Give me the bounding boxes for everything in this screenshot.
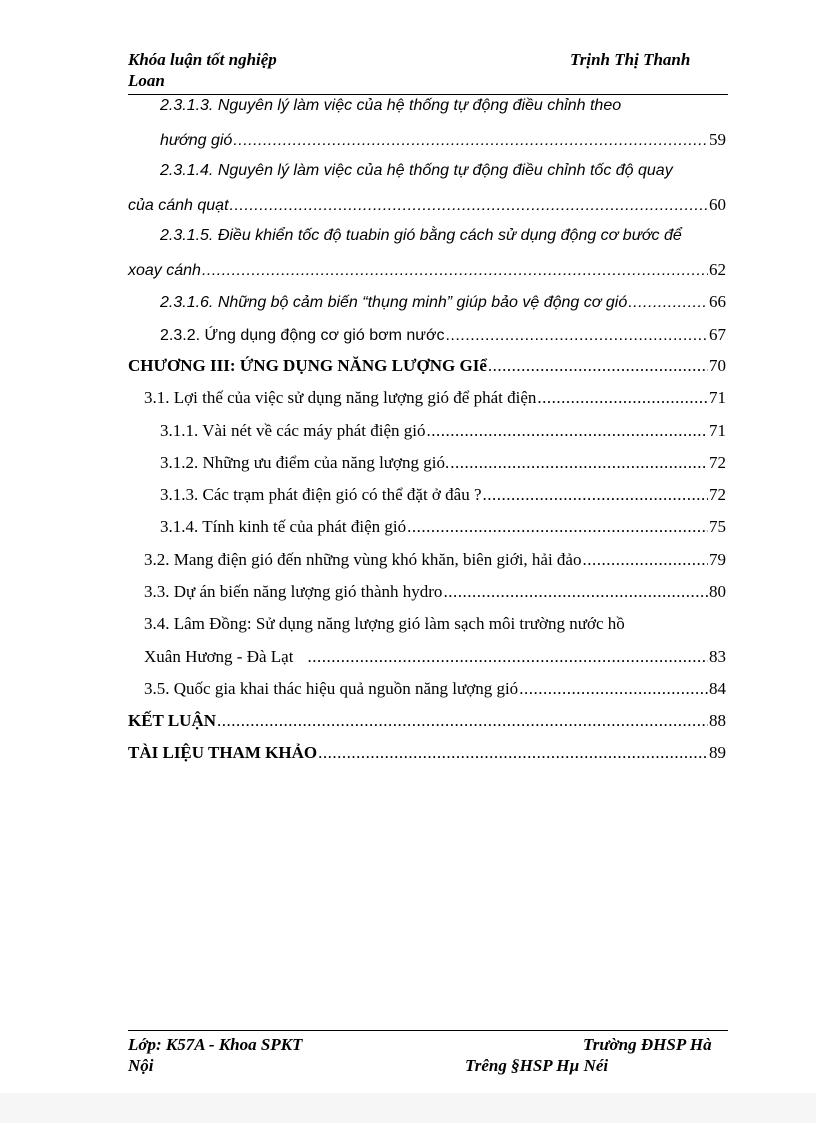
toc-page-number: 75 bbox=[709, 517, 726, 536]
toc-entry-3-1-2 bbox=[160, 453, 726, 477]
toc-entry-conclusion bbox=[128, 711, 726, 735]
toc-entry-3-4-continued bbox=[144, 647, 726, 671]
toc-entry-title: 3.5. Quốc gia khai thác hiệu quả nguồn năng lượng gió bbox=[144, 679, 519, 698]
dot-leader bbox=[445, 327, 708, 345]
header-author-name: Trịnh Thị Thanh bbox=[570, 50, 691, 69]
toc-page-number: 66 bbox=[709, 292, 726, 311]
toc-page-number: 62 bbox=[709, 260, 726, 279]
page-header bbox=[128, 50, 728, 94]
toc-entry-2-3-1-4-continued bbox=[128, 195, 726, 219]
toc-entry-2-3-1-5: 2.3.1.5. Điều khiển tốc độ tuabin gió bằng cách sử dụng động cơ bước để bbox=[160, 227, 682, 244]
toc-page-number: 71 bbox=[709, 421, 726, 440]
dot-leader bbox=[628, 294, 708, 312]
footer-university: Trường ĐHSP Hà bbox=[583, 1035, 712, 1054]
header-thesis-title: Khóa luận tốt nghiệp bbox=[128, 50, 277, 69]
toc-entry-title: 3.1.4. Tính kinh tế của phát điện gió bbox=[160, 517, 407, 536]
footer-class-info: Lớp: K57A - Khoa SPKT bbox=[128, 1035, 303, 1054]
dot-leader bbox=[307, 647, 708, 667]
dot-leader bbox=[450, 453, 708, 473]
dot-leader bbox=[233, 132, 708, 150]
toc-entry-title: 3.1.2. Những ưu điểm của năng lượng gió. bbox=[160, 453, 450, 472]
page-bottom-margin bbox=[0, 1093, 816, 1123]
toc-page-number: 59 bbox=[709, 130, 726, 149]
dot-leader bbox=[202, 262, 708, 280]
toc-entry-3-5 bbox=[144, 679, 726, 703]
dot-leader bbox=[230, 197, 708, 215]
toc-entry-2-3-1-5-continued bbox=[128, 260, 726, 284]
toc-page-number: 70 bbox=[709, 356, 726, 375]
dot-leader bbox=[582, 550, 708, 570]
dot-leader bbox=[318, 743, 708, 763]
toc-page-number: 72 bbox=[709, 453, 726, 472]
toc-entry-2-3-1-6 bbox=[160, 292, 726, 316]
toc-page-number: 84 bbox=[709, 679, 726, 698]
toc-entry-title: 3.1.1. Vài nét về các máy phát điện gió bbox=[160, 421, 426, 440]
toc-entry-3-1 bbox=[144, 388, 726, 412]
footer-rule bbox=[128, 1030, 728, 1031]
toc-chapter-title: KẾT LUẬN bbox=[128, 711, 217, 730]
header-author-name-continued: Loan bbox=[128, 71, 165, 90]
toc-page-number: 67 bbox=[709, 325, 726, 344]
toc-entry-continuation: xoay cánh bbox=[128, 262, 201, 279]
toc-entry-2-3-1-3-continued bbox=[160, 130, 726, 154]
toc-page-number: 71 bbox=[709, 388, 726, 407]
toc-entry-3-2 bbox=[144, 550, 726, 574]
toc-entry-title: 3.1. Lợi thế của việc sử dụng năng lượng gió để phát điện bbox=[144, 388, 537, 407]
toc-entry-chapter-3 bbox=[128, 356, 726, 380]
toc-entry-title: 2.3.2. Ứng dụng động cơ gió bơm nước bbox=[160, 327, 445, 344]
toc-page-number: 83 bbox=[709, 647, 726, 666]
toc-entry-3-1-3 bbox=[160, 485, 726, 509]
toc-entry-2-3-1-4: 2.3.1.4. Nguyên lý làm việc của hệ thống tự động điều chỉnh tốc độ quay bbox=[160, 162, 673, 179]
toc-chapter-title: TÀI LIỆU THAM KHẢO bbox=[128, 743, 318, 762]
toc-entry-title: 3.2. Mang điện gió đến những vùng khó khăn, biên giới, hải đảo bbox=[144, 550, 582, 569]
dot-leader bbox=[483, 485, 708, 505]
toc-entry-2-3-2 bbox=[160, 325, 726, 349]
footer-class-info-continued: Nội bbox=[128, 1056, 154, 1075]
toc-page-number: 88 bbox=[709, 711, 726, 730]
dot-leader bbox=[407, 517, 708, 537]
dot-leader bbox=[488, 356, 708, 376]
toc-page-number: 80 bbox=[709, 582, 726, 601]
toc-entry-3-3 bbox=[144, 582, 726, 606]
toc-entry-2-3-1-3: 2.3.1.3. Nguyên lý làm việc của hệ thống tự động điều chỉnh theo bbox=[160, 97, 622, 114]
dot-leader bbox=[443, 582, 708, 602]
toc-entry-title: 3.1.3. Các trạm phát điện gió có thể đặt ở đâu ? bbox=[160, 485, 482, 504]
toc-entry-3-1-4 bbox=[160, 517, 726, 541]
toc-page-number: 60 bbox=[709, 195, 726, 214]
toc-page-number: 79 bbox=[709, 550, 726, 569]
toc-entry-title: 3.3. Dự án biến năng lượng gió thành hydro bbox=[144, 582, 443, 601]
toc-page-number: 89 bbox=[709, 743, 726, 762]
toc-entry-3-1-1 bbox=[160, 421, 726, 445]
dot-leader bbox=[426, 421, 708, 441]
footer-university-garbled: Trêng §HSP Hµ Néi bbox=[465, 1056, 609, 1075]
dot-leader bbox=[537, 388, 708, 408]
header-rule bbox=[128, 94, 728, 95]
dot-leader bbox=[217, 711, 708, 731]
toc-entry-continuation: Xuân Hương - Đà Lạt bbox=[144, 647, 294, 666]
toc-page-number: 72 bbox=[709, 485, 726, 504]
toc-entry-continuation: của cánh quạt bbox=[128, 197, 229, 214]
toc-chapter-title: CHƯƠNG III: ỨNG DỤNG NĂNG LƯỢNG GIể bbox=[128, 356, 487, 375]
dot-leader bbox=[519, 679, 708, 699]
toc-entry-title: 2.3.1.6. Những bộ cảm biến “thụng minh” giúp bảo vệ động cơ gió bbox=[160, 294, 628, 311]
toc-entry-continuation: hướng gió bbox=[160, 132, 233, 149]
toc-entry-references bbox=[128, 743, 726, 767]
toc-entry-3-4: 3.4. Lâm Đồng: Sử dụng năng lượng gió làm sạch môi trường nước hồ bbox=[144, 614, 625, 633]
